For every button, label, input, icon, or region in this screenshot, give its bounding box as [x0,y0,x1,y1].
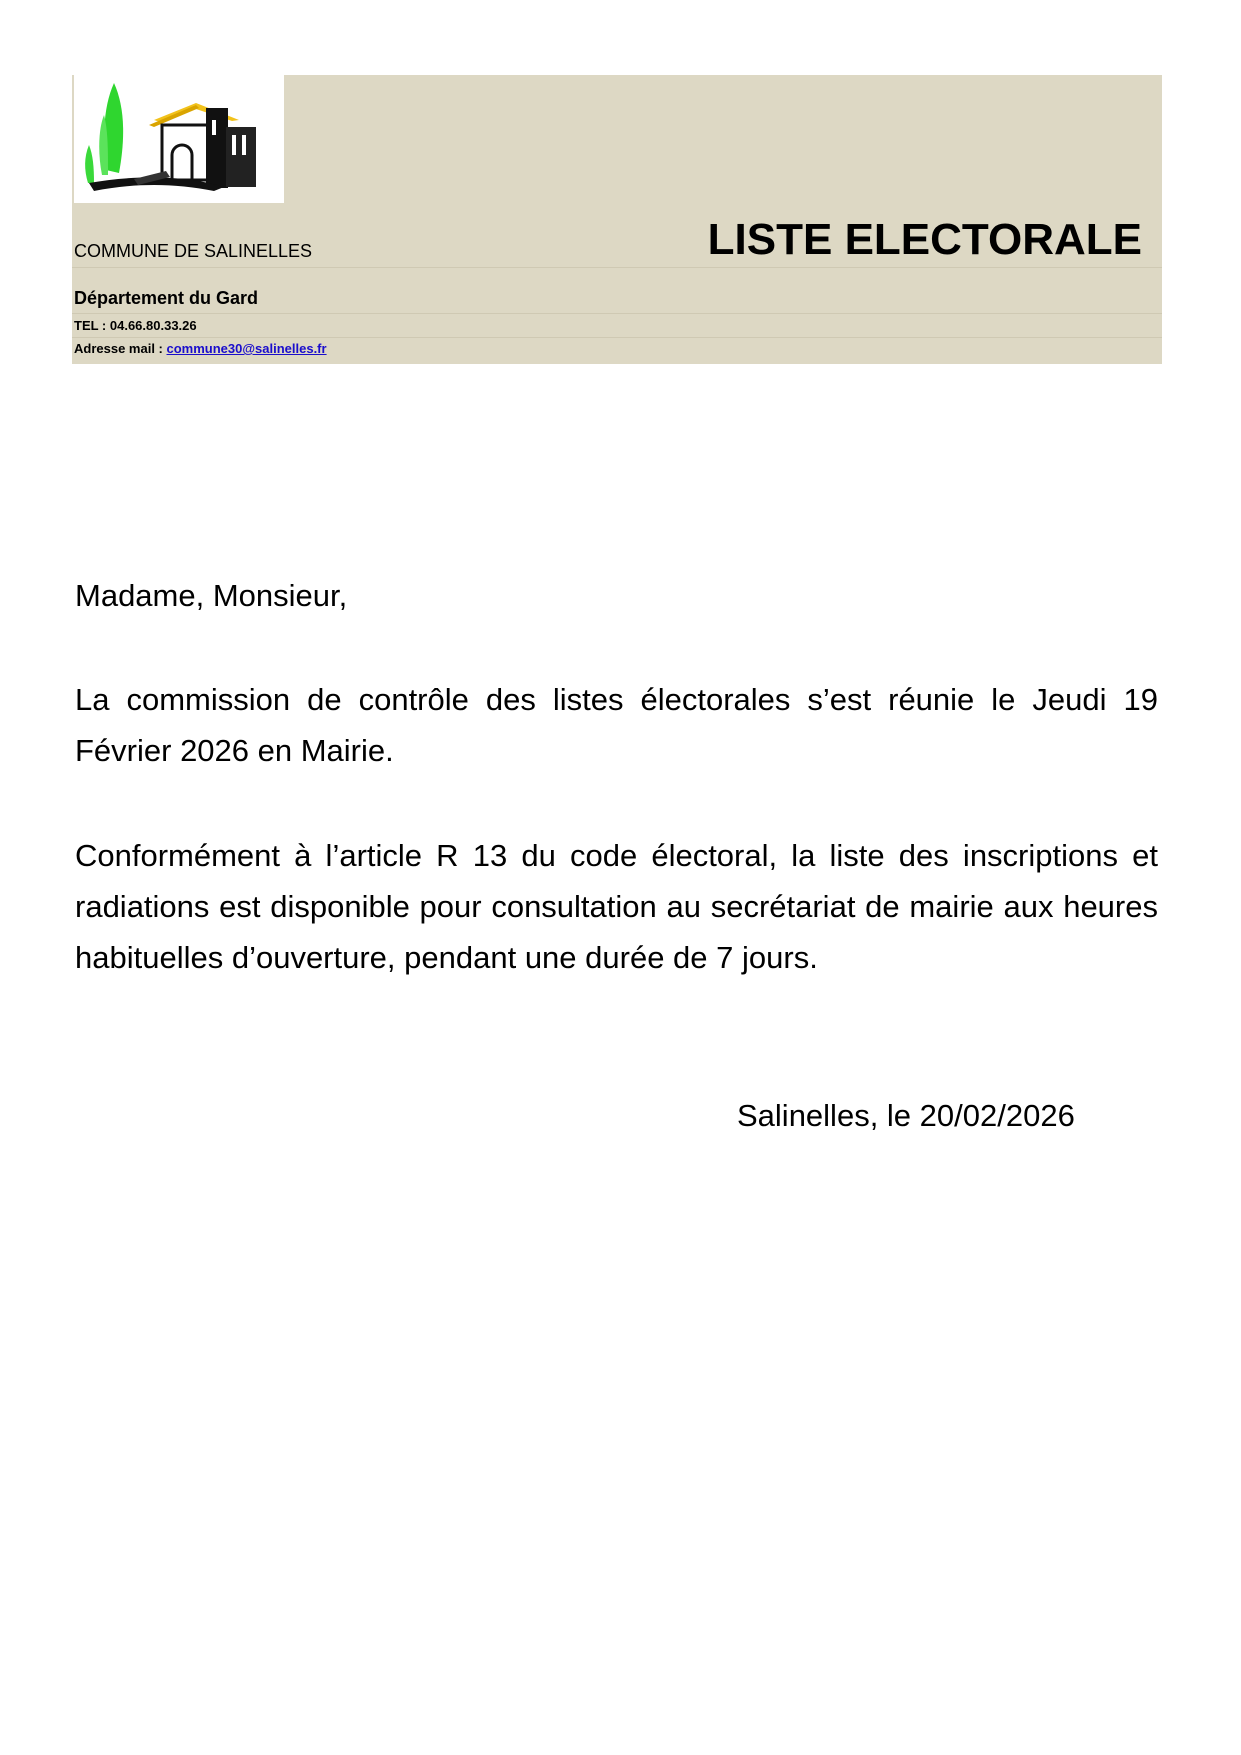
department: Département du Gard [74,288,259,308]
email-line [74,341,327,356]
paragraph-meeting: La commission de contrôle des listes électorales s’est réunie le Jeudi 19 Février 2026 en Mairie. [75,682,1158,768]
paragraph-consultation: Conformément à l’article R 13 du code électoral, la liste des inscriptions et radiations est disponible pour consultation au secrétariat de mairie aux heures habituelles d’ouverture, pendant une durée de 7 jours. [75,838,1158,975]
email-label: Adresse mail : [74,341,167,356]
salutation: Madame, Monsieur, [75,578,348,613]
village-logo-icon [74,75,284,203]
divider [72,337,1162,338]
document-title: LISTE ELECTORALE [707,215,1142,264]
divider [72,267,1162,268]
divider [72,313,1162,314]
letterhead [72,75,1162,364]
telephone: TEL : 04.66.80.33.26 [74,318,197,333]
logo [74,75,284,203]
commune-name: COMMUNE DE SALINELLES [74,241,313,261]
signoff-date: Salinelles, le 20/02/2026 [737,1098,1075,1133]
email-link[interactable]: commune30@salinelles.fr [166,341,327,356]
